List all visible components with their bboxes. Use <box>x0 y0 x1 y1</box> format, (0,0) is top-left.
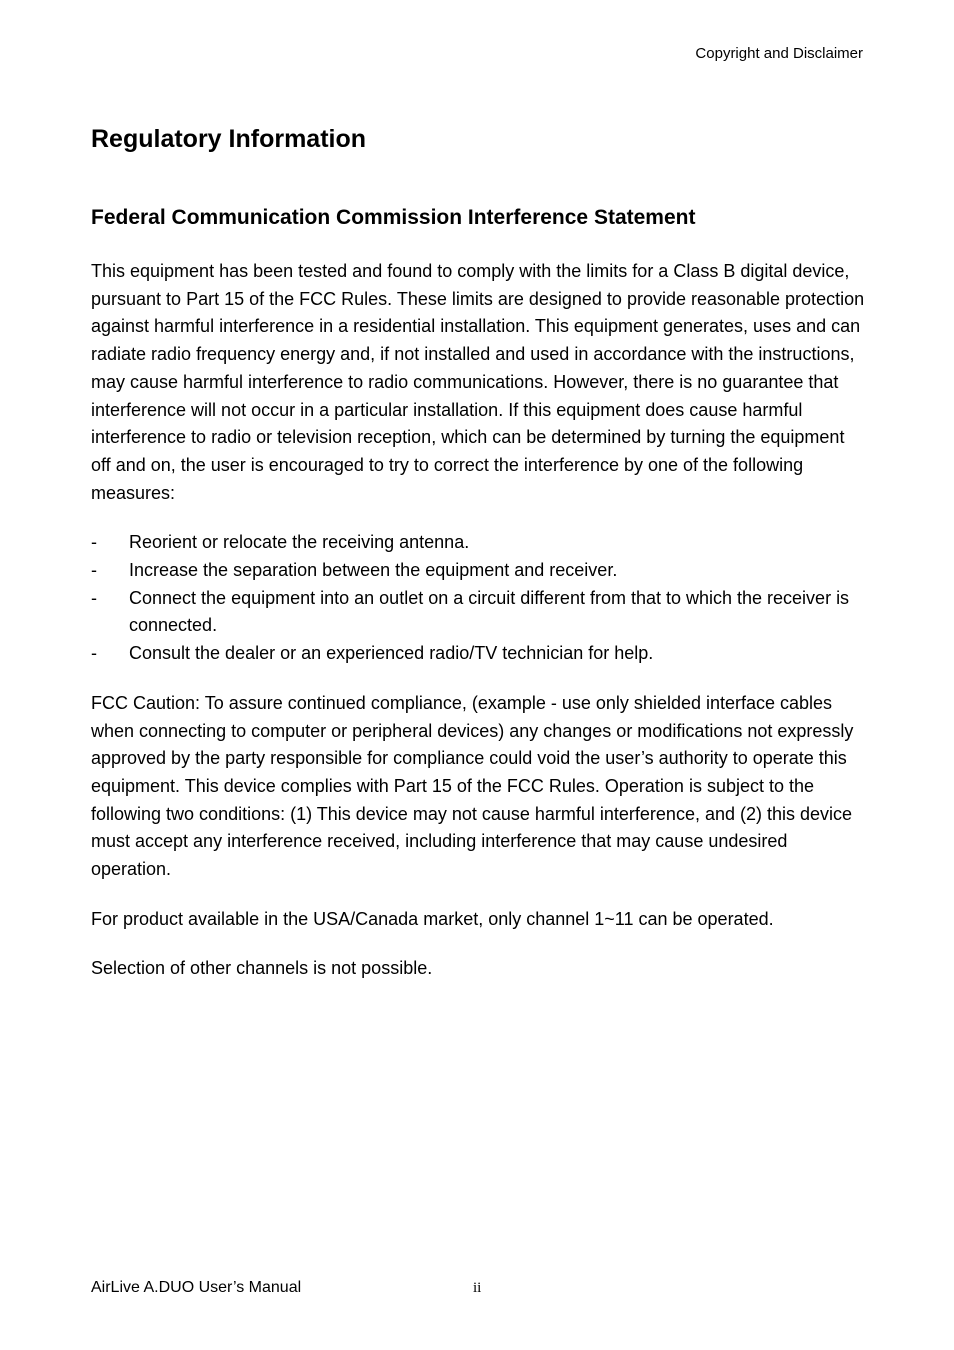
list-item-text: Consult the dealer or an experienced radio/TV technician for help. <box>129 643 654 664</box>
list-item <box>91 585 869 640</box>
channel-selection-paragraph: Selection of other channels is not possible. <box>91 958 433 979</box>
footer-manual-name: AirLive A.DUO User’s Manual <box>91 1279 302 1296</box>
list-item-text: Reorient or relocate the receiving antenna. <box>129 532 470 553</box>
bullet-dash: - <box>91 587 97 608</box>
intro-paragraph: This equipment has been tested and found to comply with the limits for a Class B digital device, pursuant to Part 15 of the FCC Rules. These limits are designed to provide reasonable protection against harmful interference in a residential installation. This equipment generates, uses and can radiate radio frequency energy and, if not installed and used in accordance with the instructions, may cause harmful interference to radio communications. However, there is no guarantee that interference will not occur in a particular installation. If this equipment does cause harmful interference to radio or television reception, which can be determined by turning the equipment off and on, the user is encouraged to try to correct the interference by one of the following measures: <box>91 261 865 503</box>
usa-canada-paragraph: For product available in the USA/Canada market, only channel 1~11 can be operated. <box>91 908 774 929</box>
list-item <box>91 640 869 668</box>
section-heading: Federal Communication Commission Interference Statement <box>91 206 696 229</box>
bullet-dash: - <box>91 643 97 664</box>
measures-list <box>91 529 869 668</box>
bullet-dash: - <box>91 532 97 553</box>
page-title: Regulatory Information <box>91 125 367 153</box>
bullet-dash: - <box>91 560 97 581</box>
list-item-text: Connect the equipment into an outlet on a circuit different from that to which the receiver is connected. <box>129 587 850 636</box>
fcc-caution-paragraph: FCC Caution: To assure continued compliance, (example - use only shielded interface cables when connecting to computer or peripheral devices) any changes or modifications not expressly approved by the party responsible for compliance could void the user’s authority to operate this equipment. This device complies with Part 15 of the FCC Rules. Operation is subject to the following two conditions: (1) This device may not cause harmful interference, and (2) this device must accept any interference received, including interference that may cause undesired operation. <box>91 692 854 880</box>
running-header: Copyright and Disclaimer <box>695 45 863 62</box>
list-item-text: Increase the separation between the equipment and receiver. <box>129 560 618 581</box>
page-number: ii <box>473 1280 482 1296</box>
list-item <box>91 557 869 585</box>
document-body <box>91 122 869 983</box>
list-item <box>91 529 869 557</box>
